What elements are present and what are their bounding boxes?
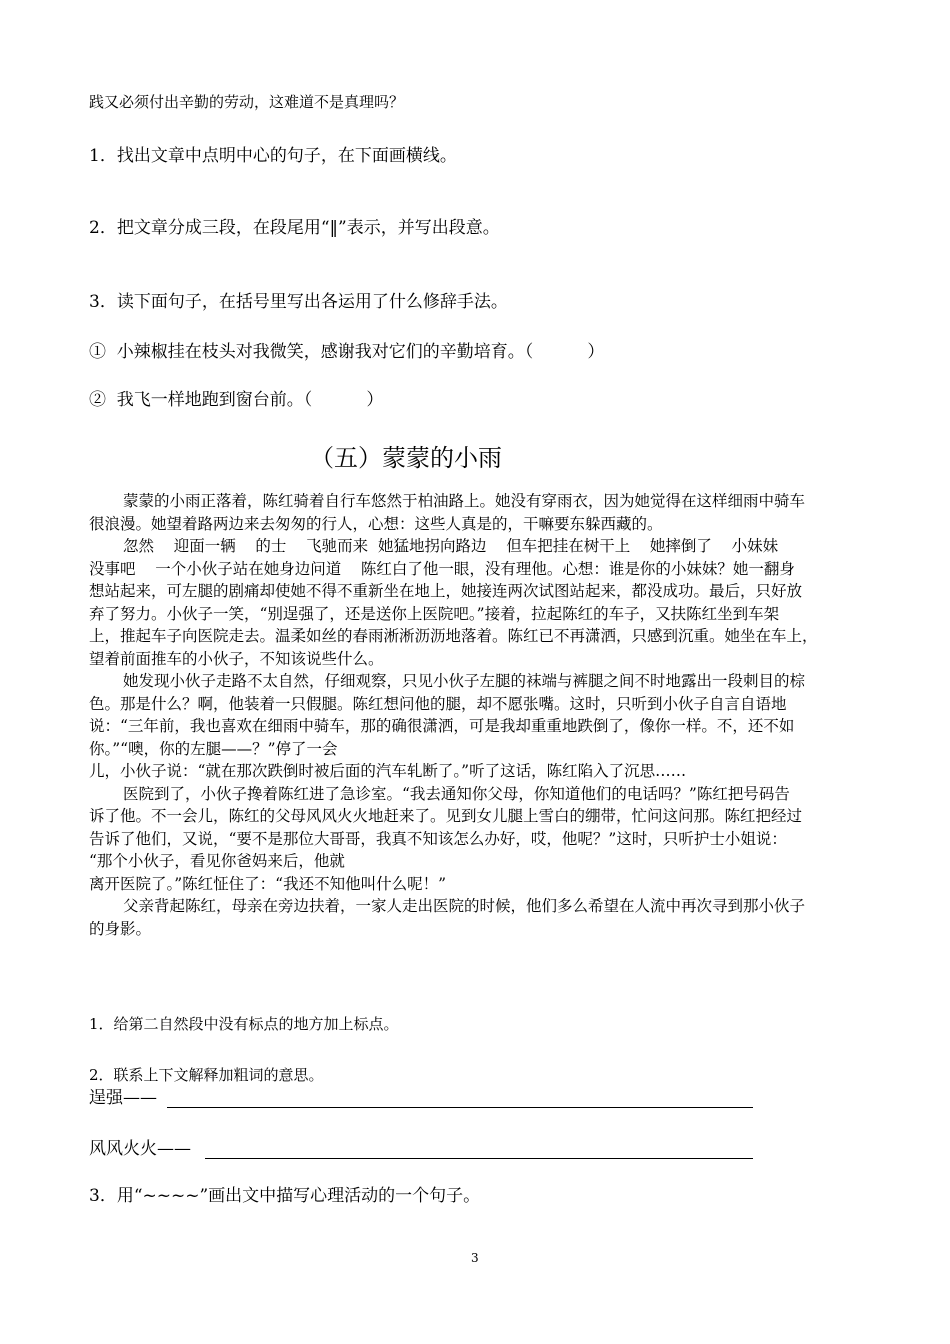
- article-line: 的身影。: [89, 919, 152, 938]
- article-line-unpunctuated: 没事吧 一个小伙子站在她身边问道 陈红白了他一眼，没有理他。心想：谁是你的小妹妹？她一翻身: [89, 559, 795, 578]
- answer-line-2[interactable]: [205, 1158, 753, 1159]
- question-3-rhetoric: 3．读下面句子，在括号里写出各运用了什么修辞手法。: [89, 292, 508, 312]
- article-line: 想站起来，可左腿的剧痛却使她不得不重新坐在地上，她接连两次试图站起来，都没成功。最后，只好放: [89, 582, 803, 600]
- question-1-find-center: 1．找出文章中点明中心的句子，在下面画横线。: [89, 146, 457, 166]
- article-line: 上，推起车子向医院走去。温柔如丝的春雨淅淅沥沥地落着。陈红已不再潇洒，只感到沉重。她坐在车上，: [89, 627, 818, 645]
- answer-line-1[interactable]: [167, 1107, 753, 1108]
- article-body: [89, 490, 859, 940]
- article-line: 弃了努力。小伙子一笑，“别逞强了，还是送你上医院吧。”接着，拉起陈红的车子，又扶陈红坐到车架: [89, 604, 780, 623]
- rhetoric-sentence-2: ② 我飞一样地跑到窗台前。（ ）: [89, 390, 384, 410]
- article-line: 父亲背起陈红，母亲在旁边扶着，一家人走出医院的时候，他们多么希望在人流中再次寻到那小伙子: [123, 897, 806, 915]
- article-line: “那个小伙子，看见你爸妈来后，他就: [89, 852, 345, 870]
- article-line: 很浪漫。她望着路两边来去匆匆的行人，心想：这些人真是的，干嘛要东躲西藏的。: [89, 514, 663, 533]
- question-2-explain-words: 2．联系上下文解释加粗词的意思。: [89, 1066, 324, 1084]
- page-number: 3: [471, 1251, 479, 1265]
- article-line: 色。那是什么？啊，他装着一只假腿。陈红想问他的腿，却不愿张嘴。这时，只听到小伙子自言自语地: [89, 694, 787, 713]
- article-line: 望着前面推车的小伙子，不知该说些什么。: [89, 649, 384, 668]
- question-1-punctuation: 1．给第二自然段中没有标点的地方加上标点。: [89, 1015, 399, 1033]
- article-line: 诉了他。不一会儿，陈红的父母风风火火地赶来了。见到女儿腿上雪白的绷带，忙问这问那。陈红把经过: [89, 807, 803, 825]
- intro-tail-text: 践又必须付出辛勤的劳动，这难道不是真理吗？: [89, 93, 405, 111]
- section-5-title: （五）蒙蒙的小雨: [310, 444, 502, 472]
- article-line: 告诉了他们，又说，“要不是那位大哥哥，我真不知该怎么办好，哎，他呢？”这时，只听护士小姐说：: [89, 829, 787, 848]
- article-line: 儿，小伙子说：“就在那次跌倒时被后面的汽车轧断了。”听了这话，陈红陷入了沉思……: [89, 762, 687, 780]
- article-line-unpunctuated: 忽然 迎面一辆 的士 飞驰而来 她猛地拐向路边 但车把挂在树干上 她摔倒了 小妹妹: [123, 537, 779, 555]
- article-line: 医院到了，小伙子搀着陈红进了急诊室。“我去通知你父母，你知道他们的电话吗？”陈红把号码告: [123, 784, 790, 803]
- article-line: 蒙蒙的小雨正落着，陈红骑着自行车悠然于柏油路上。她没有穿雨衣，因为她觉得在这样细雨中骑车: [123, 492, 806, 510]
- article-line: 她发现小伙子走路不太自然，仔细观察，只见小伙子左腿的袜端与裤腿之间不时地露出一段刺目的棕: [123, 672, 806, 690]
- article-line: 你。”“噢，你的左腿——？”停了一会: [89, 739, 338, 758]
- article-line: 离开医院了。”陈红怔住了：“我还不知他叫什么呢！”: [89, 874, 447, 893]
- rhetoric-sentence-1: ① 小辣椒挂在枝头对我微笑，感谢我对它们的辛勤培育。（ ）: [89, 342, 605, 362]
- question-3-wavy-line: 3．用“~~~~”画出文中描写心理活动的一个句子。: [89, 1186, 481, 1206]
- word-fengfenghuohuo-label: 风风火火——: [89, 1139, 191, 1159]
- question-2-divide-paragraphs: 2．把文章分成三段，在段尾用“‖”表示，并写出段意。: [89, 218, 500, 238]
- word-chengqiang-label: 逞强——: [89, 1088, 157, 1108]
- article-line: 说：“三年前，我也喜欢在细雨中骑车，那的确很潇洒，可是我却重重地跌倒了，像你一样。不，还不如: [89, 717, 795, 735]
